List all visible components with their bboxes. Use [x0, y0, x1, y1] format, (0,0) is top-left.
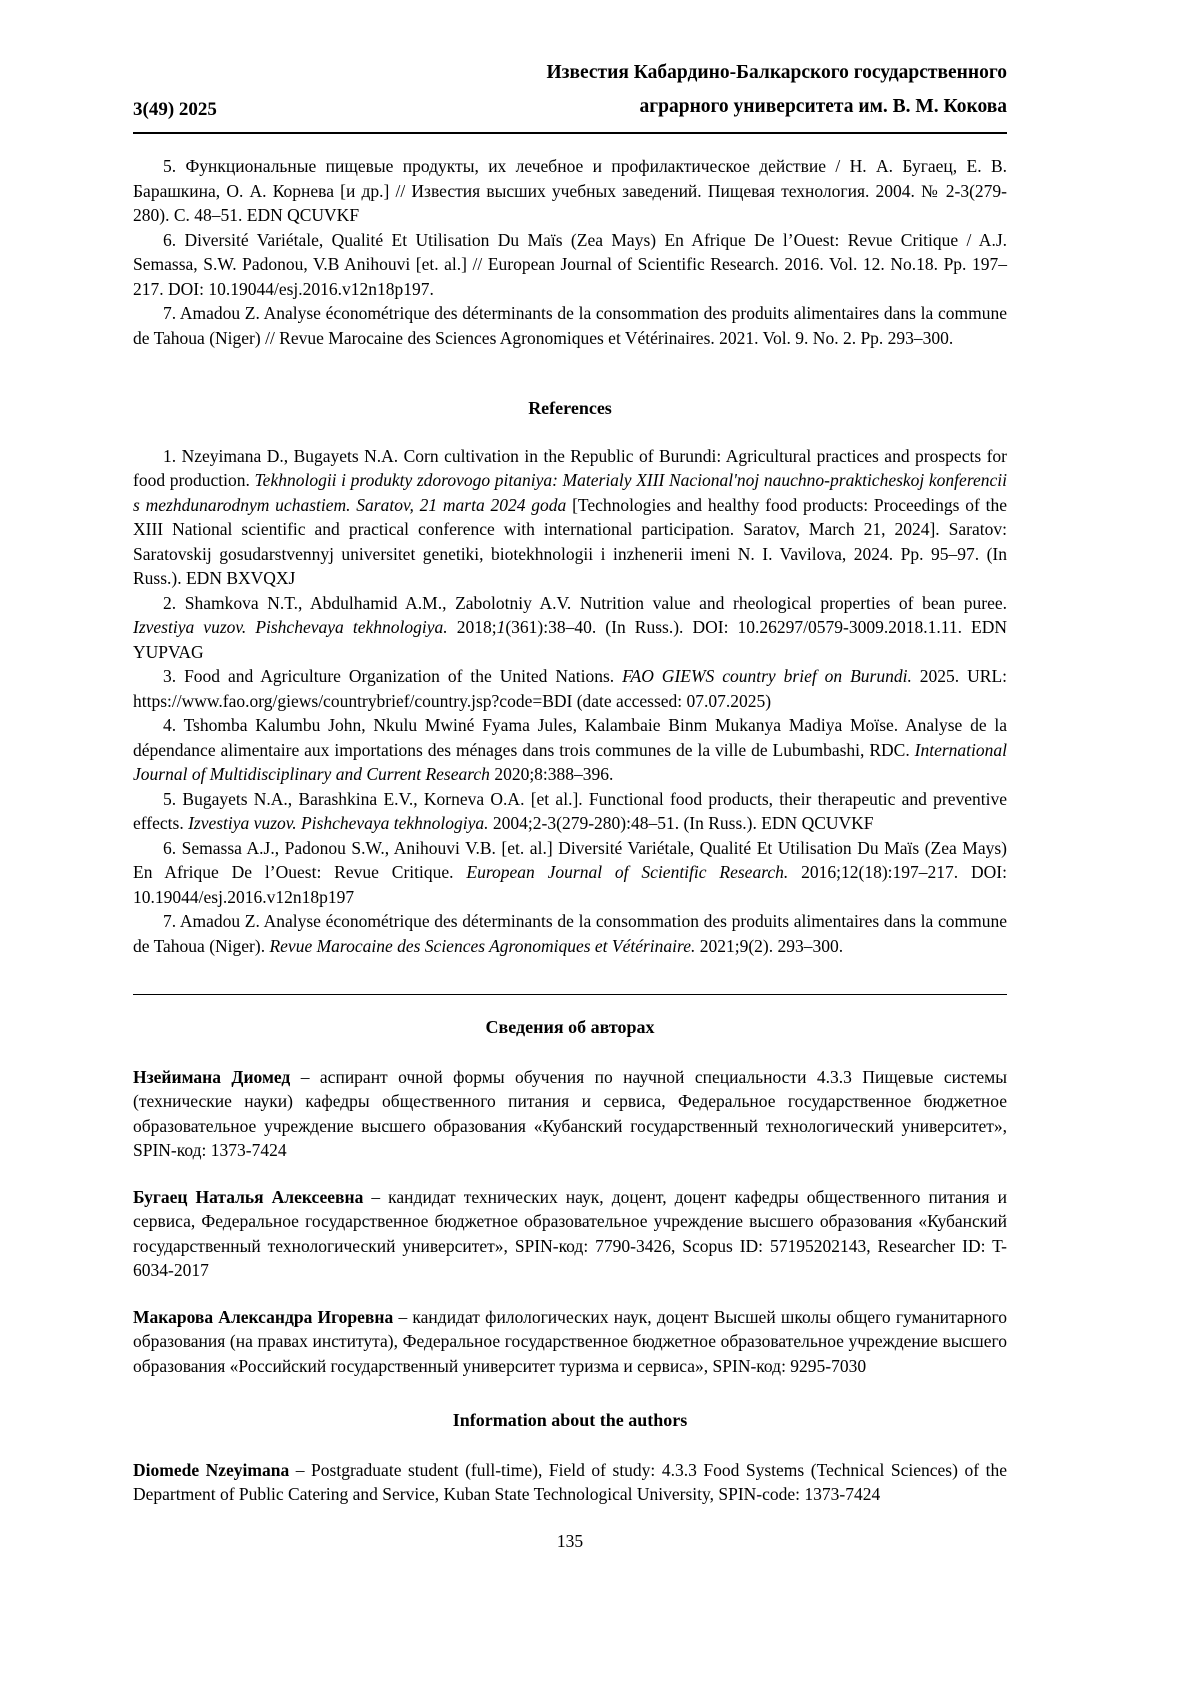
authors-ru-heading: Сведения об авторах	[485, 1017, 655, 1038]
page-body	[133, 134, 1007, 1553]
author-ru-1: Нзейимана Диомед – аспирант очной формы обучения по научной специальности 4.3.3 Пищевые системы (технические науки) кафедры общественного питания и сервиса, Федеральное государственное бюджетное образовательное учреждение высшего образования «Кубанский государственный технологический университет», SPIN-код: 1373-7424	[133, 1066, 1007, 1161]
references-ru-section	[133, 154, 1007, 350]
journal-page	[133, 0, 1007, 1553]
reference-en-2: 2. Shamkova N.T., Abdulhamid A.M., Zabolotniy A.V. Nutrition value and rheological properties of bean puree. Izvestiya vuzov. Pishchevaya tekhnologiya. 2018;1(361):38–40. (In Russ.). DOI: 10.26297/0579-3009.2018.1.11. EDN YUPVAG	[133, 592, 1008, 662]
references-heading: References	[528, 398, 612, 419]
authors-ru-section	[133, 1065, 1007, 1379]
reference-en-5: 5. Bugayets N.A., Barashkina E.V., Korneva O.A. [et al.]. Functional food products, their therapeutic and preventive effects. Izvestiya vuzov. Pishchevaya tekhnologiya. 2004;2-3(279-280):48–51. (In Russ.). EDN QCUVKF	[133, 788, 1007, 834]
journal-title-line2: аграрного университета им. В. М. Кокова	[639, 95, 1007, 117]
authors-en-heading: Information about the authors	[452, 1410, 688, 1431]
reference-en-1: 1. Nzeyimana D., Bugayets N.A. Corn cultivation in the Republic of Burundi: Agricultural practices and prospects for food production. Tekhnologii i produkty zdorovogo pitaniya: Materialy XIII Nacional'noj nauchno-prakticheskoj konferencii s mezhdunarodnym uchastiem. Saratov, 21 marta 2024 goda [Technologies and healthy food products: Proceedings of the XIII National scientific and practical conference with international participation. Saratov, March 21, 2024]. Saratov: Saratovskij gosudarstvennyj universitet genetiki, biotekhnologii i inzhenerii imeni N. I. Vavilova, 2024. Pp. 95–97. (In Russ.). EDN BXVQXJ	[133, 445, 1007, 589]
reference-ru-7: 7. Amadou Z. Analyse économétrique des déterminants de la consommation des produits alimentaires dans la commune de Tahoua (Niger) // Revue Marocaine des Sciences Agronomiques et Vétérinaires. 2021. Vol. 9. No. 2. Pp. 293–300.	[133, 303, 1007, 348]
reference-en-6: 6. Semassa A.J., Padonou S.W., Anihouvi V.B. [et. al.] Diversité Variétale, Qualité Et Utilisation Du Maïs (Zea Mays) En Afrique De l’Ouest: Revue Critique. European Journal of Scientific Research. 2016;12(18):197–217. DOI: 10.19044/esj.2016.v12n18p197	[133, 837, 1007, 907]
reference-en-7: 7. Amadou Z. Analyse économétrique des déterminants de la consommation des produits alimentaires dans la commune de Tahoua (Niger). Revue Marocaine des Sciences Agronomiques et Vétérinaire. 2021;9(2). 293–300.	[133, 911, 1007, 956]
author-ru-2: Бугаец Наталья Алексеевна – кандидат технических наук, доцент, доцент кафедры общественного питания и сервиса, Федеральное государственное бюджетное образовательное учреждение высшего образования «Кубанский государственный технологический университет», SPIN-код: 7790-3426, Scopus ID: 57195202143, Researcher ID: T-6034-2017	[133, 1186, 1008, 1281]
authors-en-section	[133, 1458, 1007, 1507]
page-number: 135	[556, 1530, 584, 1551]
reference-ru-5: 5. Функциональные пищевые продукты, их лечебное и профилактическое действие / Н. А. Бугаец, Е. В. Барашкина, О. А. Корнева [и др.] // Известия высших учебных заведений. Пищевая технология. 2004. № 2-3(279-280). С. 48–51. EDN QCUVKF	[133, 156, 1007, 226]
journal-title	[546, 56, 1007, 123]
reference-ru-6: 6. Diversité Variétale, Qualité Et Utilisation Du Maïs (Zea Mays) En Afrique De l’Ouest: Revue Critique / A.J. Semassa, S.W. Padonou, V.B Anihouvi [et. al.] // European Journal of Scientific Research. 2016. Vol. 12. No.18. Pp. 197–217. DOI: 10.19044/esj.2016.v12n18p197.	[133, 229, 1007, 299]
journal-title-line1: Известия Кабардино-Балкарского государственного	[546, 62, 1007, 83]
section-divider	[133, 994, 1007, 995]
references-en-section	[133, 444, 1007, 959]
reference-en-4: 4. Tshomba Kalumbu John, Nkulu Mwiné Fyama Jules, Kalambaie Binm Mukanya Madiya Moïse. Analyse de la dépendance alimentaire aux importations des ménages dans trois communes de la ville de Lubumbashi, RDC. International Journal of Multidisciplinary and Current Research 2020;8:388–396.	[133, 715, 1007, 785]
page-header	[133, 56, 1007, 134]
author-en-1: Diomede Nzeyimana – Postgraduate student (full-time), Field of study: 4.3.3 Food Systems (Technical Sciences) of the Department of Public Catering and Service, Kuban State Technological University, SPIN-code: 1373-7424	[133, 1459, 1007, 1505]
author-ru-3: Макарова Александра Игоревна – кандидат филологических наук, доцент Высшей школы общего гуманитарного образования (на правах института), Федеральное государственное бюджетное образовательное учреждение высшего образования «Российский государственный университет туризма и сервиса», SPIN-код: 9295-7030	[133, 1306, 1007, 1376]
reference-en-3: 3. Food and Agriculture Organization of the United Nations. FAO GIEWS country brief on Burundi. 2025. URL: https://www.fao.org/giews/countrybrief/country.jsp?code=BDI (date accessed: 07.07.2025)	[133, 666, 1008, 711]
issue-number: 3(49) 2025	[133, 99, 217, 121]
